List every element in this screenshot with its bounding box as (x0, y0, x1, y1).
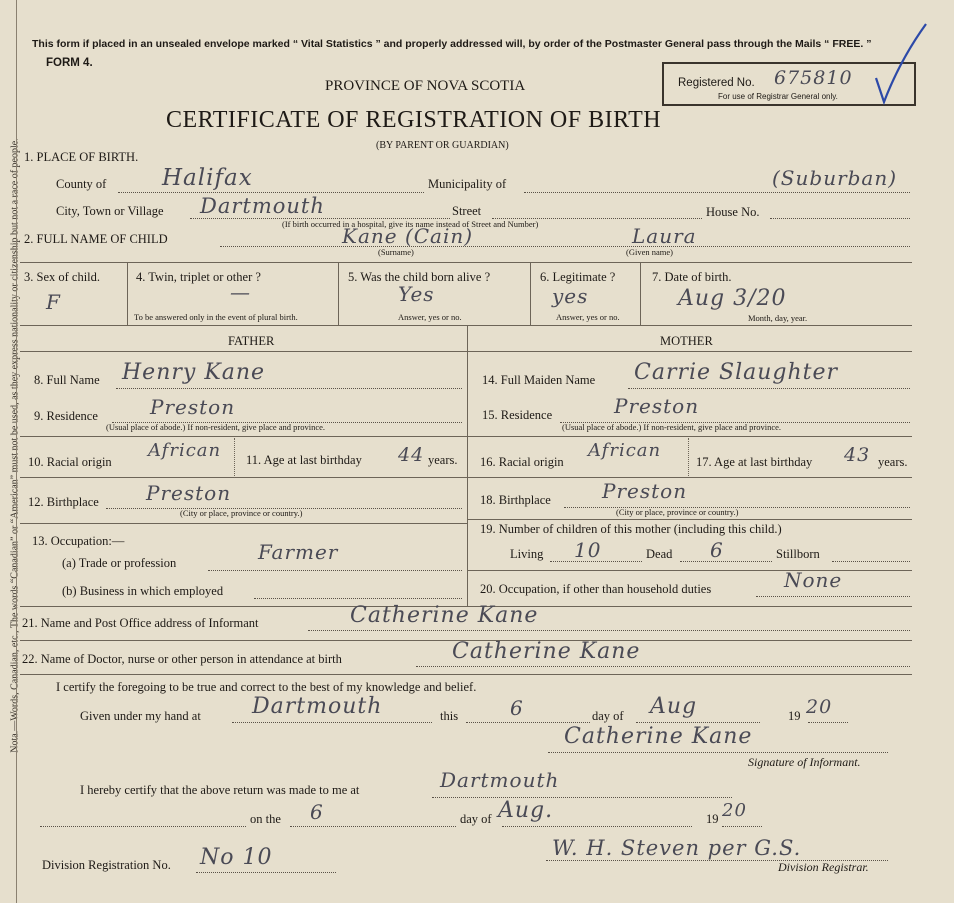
signature-line (548, 752, 888, 753)
mother-age: 43 (844, 444, 871, 466)
street-label: Street (452, 204, 482, 218)
certify-top-rule (20, 674, 912, 675)
sex-value: F (46, 290, 61, 314)
attendant-line (416, 666, 910, 667)
father-residence-label: 9. Residence (34, 409, 98, 423)
child-name-label: 2. FULL NAME OF CHILD (24, 232, 168, 246)
side-note: Nota.—Words, Canadian, etc., The words “Canadian” or “American” must not be used, as they express nationality or citizenship but not a race of people. (9, 138, 21, 753)
given-name-note: (Given name) (626, 247, 673, 257)
division-line (196, 872, 336, 873)
given-place-line (232, 722, 432, 723)
division-number: No 10 (200, 845, 273, 870)
business-line (254, 598, 462, 599)
municipality-line (524, 192, 910, 193)
mother-race-divider (688, 438, 689, 476)
mail-notice: This form if placed in an unsealed envelope marked “ Vital Statistics ” and properly addressed will, by order of the Postmaster General pass through the Mails “ FREE. ” (32, 38, 872, 50)
house-label: House No. (706, 205, 760, 219)
children-label: 19. Number of children of this mother (including this child.) (480, 522, 782, 536)
mother-residence-note: (Usual place of abode.) If non-resident, give place and province. (562, 422, 782, 432)
registrar-signature: W. H. Steven per G.S. (552, 836, 802, 860)
row3-divider-3 (530, 263, 531, 325)
day-line (466, 722, 590, 723)
mother-birthplace-label: 18. Birthplace (480, 493, 551, 507)
mother-race-top-rule (468, 436, 912, 437)
registration-note: For use of Registrar General only. (718, 92, 838, 101)
registrar-day: 6 (310, 800, 324, 824)
mother-occupation-line (756, 596, 910, 597)
living-value: 10 (574, 538, 602, 562)
father-age-label: 11. Age at last birthday (246, 453, 362, 467)
father-age: 44 (398, 444, 425, 466)
page-subtitle: (BY PARENT OR GUARDIAN) (376, 140, 509, 151)
certify-day: 6 (510, 696, 524, 720)
twin-value: — (230, 280, 251, 304)
legit-note: Answer, yes or no. (556, 312, 620, 322)
year-prefix: 19 (788, 709, 801, 723)
registrar-year: 20 (722, 800, 747, 821)
mother-name-line (628, 388, 910, 389)
father-birthplace: Preston (146, 481, 232, 505)
legit-value: yes (552, 284, 589, 308)
mother-occ-top-rule (468, 570, 912, 571)
twin-note: To be answered only in the event of plural birth. (134, 312, 298, 322)
registrar-month-line (502, 826, 692, 827)
mother-birth-top-rule (468, 477, 912, 478)
row3-divider-1 (127, 263, 128, 325)
row3-divider-2 (338, 263, 339, 325)
father-name: Henry Kane (122, 360, 266, 385)
dead-line (680, 561, 772, 562)
registrar-year-prefix: 19 (706, 812, 719, 826)
surname-note: (Surname) (378, 247, 414, 257)
attendant-label: 22. Name of Doctor, nurse or other person in attendance at birth (22, 652, 342, 666)
registrar-day-line (290, 826, 456, 827)
row3-top-rule (20, 262, 912, 263)
certify-month: Aug (650, 694, 698, 719)
county-line (118, 192, 424, 193)
father-birth-top-rule (20, 477, 468, 478)
registrar-lead-line (40, 826, 246, 827)
year-line (808, 722, 848, 723)
city-value: Dartmouth (200, 194, 325, 218)
stillborn-label: Stillborn (776, 547, 820, 561)
dob-note: Month, day, year. (748, 313, 808, 323)
father-name-line (116, 388, 462, 389)
month-line (636, 722, 760, 723)
dob-value: Aug 3/20 (678, 286, 787, 311)
given-label: Given under my hand at (80, 709, 201, 723)
business-label: (b) Business in which employed (62, 584, 224, 598)
registration-number: 675810 (774, 67, 853, 89)
father-occ-top-rule (20, 523, 468, 524)
certify-year: 20 (806, 696, 833, 718)
alive-label: 5. Was the child born alive ? (348, 270, 491, 284)
trade-value: Farmer (258, 540, 339, 564)
informant-value: Catherine Kane (350, 603, 539, 628)
division-label: Division Registration No. (42, 858, 171, 872)
mother-race-label: 16. Racial origin (480, 455, 564, 469)
father-race: African (148, 440, 222, 461)
mother-age-unit: years. (878, 455, 908, 469)
hospital-note: (If birth occurred in a hospital, give its name instead of Street and Number) (282, 219, 539, 229)
registrar-month: Aug. (498, 798, 554, 823)
row3-bottom-rule (20, 325, 912, 326)
dead-value: 6 (710, 538, 724, 562)
attendant-value: Catherine Kane (452, 639, 641, 664)
registrar-signature-label: Division Registrar. (778, 860, 869, 874)
mother-birthplace-note: (City or place, province or country.) (616, 507, 739, 517)
city-label: City, Town or Village (56, 204, 164, 218)
informant-label: 21. Name and Post Office address of Informant (22, 616, 259, 630)
place-heading: 1. PLACE OF BIRTH. (24, 150, 139, 164)
registration-label: Registered No. (678, 77, 755, 89)
father-occupation-label: 13. Occupation:— (32, 534, 125, 548)
day-of-label: day of (592, 709, 624, 723)
mother-age-label: 17. Age at last birthday (696, 455, 813, 469)
alive-note: Answer, yes or no. (398, 312, 462, 322)
mother-birthplace: Preston (602, 479, 688, 503)
house-line (770, 218, 910, 219)
mother-occupation-label: 20. Occupation, if other than household duties (480, 582, 712, 596)
registrar-day-of: day of (460, 812, 492, 826)
mother-children-top-rule (468, 519, 912, 520)
municipality-label: Municipality of (428, 177, 507, 191)
father-race-label: 10. Racial origin (28, 455, 112, 469)
living-label: Living (510, 547, 544, 561)
this-label: this (440, 709, 459, 723)
father-age-unit: years. (428, 453, 458, 467)
given-place: Dartmouth (252, 694, 383, 719)
dob-label: 7. Date of birth. (652, 270, 732, 284)
on-the-label: on the (250, 812, 281, 826)
certify-text: I certify the foregoing to be true and correct to the best of my knowledge and belief. (56, 680, 477, 694)
mother-race: African (588, 440, 662, 461)
mother-name: Carrie Slaughter (634, 360, 839, 385)
stillborn-line (832, 561, 910, 562)
child-name-line (220, 246, 910, 247)
twin-label: 4. Twin, triplet or other ? (136, 270, 261, 284)
registrar-year-line (722, 826, 762, 827)
mother-residence: Preston (614, 394, 700, 418)
father-race-divider (234, 438, 235, 476)
sex-label: 3. Sex of child. (24, 270, 101, 284)
trade-line (208, 570, 462, 571)
registrar-place: Dartmouth (440, 768, 560, 792)
registrar-text: I hereby certify that the above return was made to me at (80, 783, 360, 797)
form-number: FORM 4. (46, 57, 93, 69)
informant-signature: Catherine Kane (564, 724, 753, 749)
father-name-label: 8. Full Name (34, 373, 100, 387)
father-residence: Preston (150, 395, 236, 419)
father-birthplace-label: 12. Birthplace (28, 495, 99, 509)
mother-occupation: None (784, 568, 843, 592)
informant-line (308, 630, 910, 631)
dead-label: Dead (646, 547, 673, 561)
county-value: Halifax (162, 165, 253, 191)
parents-header-rule (20, 351, 912, 352)
father-race-top-rule (20, 436, 468, 437)
mother-heading: MOTHER (660, 334, 713, 348)
province-heading: PROVINCE OF NOVA SCOTIA (325, 78, 526, 94)
father-heading: FATHER (228, 334, 275, 348)
legit-label: 6. Legitimate ? (540, 270, 616, 284)
trade-label: (a) Trade or profession (62, 556, 177, 570)
mother-name-label: 14. Full Maiden Name (482, 373, 596, 387)
signature-label: Signature of Informant. (748, 755, 861, 769)
municipality-value: (Suburban) (772, 166, 898, 190)
father-birthplace-note: (City or place, province or country.) (180, 508, 303, 518)
alive-value: Yes (398, 282, 435, 306)
check-mark-icon (870, 20, 930, 110)
county-label: County of (56, 177, 107, 191)
child-surname: Kane (Cain) (342, 224, 474, 248)
mother-residence-label: 15. Residence (482, 408, 553, 422)
page-title: CERTIFICATE OF REGISTRATION OF BIRTH (166, 107, 662, 133)
parents-divider (467, 326, 468, 606)
registrar-place-line (432, 797, 732, 798)
child-given-name: Laura (632, 224, 697, 248)
father-residence-note: (Usual place of abode.) If non-resident, give place and province. (106, 422, 326, 432)
left-margin-rule (16, 0, 17, 903)
row3-divider-4 (640, 263, 641, 325)
